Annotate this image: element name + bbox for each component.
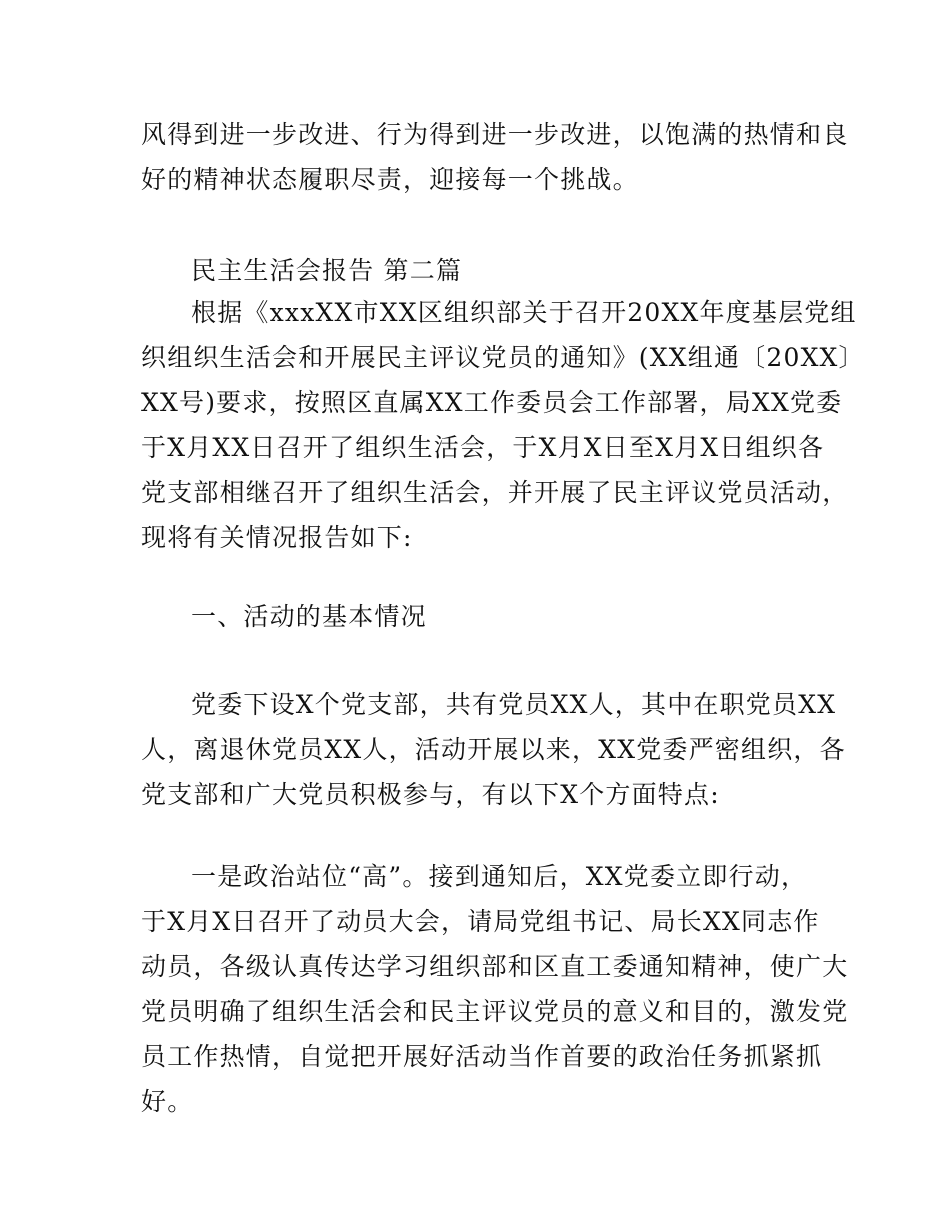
text-line: 织组织生活会和开展民主评议党员的通知》(XX组通〔20XX〕	[141, 343, 865, 372]
heading-text: 一、活动的基本情况	[191, 602, 427, 631]
text-line: 好。	[141, 1087, 194, 1116]
text-line: 动员，各级认真传达学习组织部和区直工委通知精神，使广大	[141, 952, 849, 981]
text-line: 于X月XX日召开了组织生活会，于X月X日至X月X日组织各	[141, 433, 825, 462]
section-title-text: 民主生活会报告 第二篇	[191, 256, 463, 285]
text-line: 党支部相继召开了组织生活会，并开展了民主评议党员活动，	[141, 478, 849, 507]
intro-paragraph	[141, 290, 865, 560]
text-line: 党员明确了组织生活会和民主评议党员的意义和目的，激发党	[141, 997, 849, 1026]
political-stance-paragraph	[141, 854, 849, 1124]
party-committee-paragraph	[141, 682, 846, 817]
text-line: 人，离退休党员XX人，活动开展以来，XX党委严密组织，各	[141, 735, 846, 764]
text-line: 党支部和广大党员积极参与，有以下X个方面特点:	[141, 780, 720, 809]
heading-activity-overview	[191, 594, 863, 639]
text-line: 现将有关情况报告如下:	[141, 523, 413, 552]
text-line: 于X月X日召开了动员大会，请局党组书记、局长XX同志作	[141, 907, 820, 936]
text-line: XX号)要求，按照区直属XX工作委员会工作部署，局XX党委	[141, 388, 843, 417]
continuation-paragraph	[141, 112, 849, 202]
text-line: 好的精神状态履职尽责，迎接每一个挑战。	[141, 165, 639, 194]
section-title	[191, 248, 863, 293]
text-line: 一是政治站位“高”。接到通知后，XX党委立即行动，	[191, 862, 808, 891]
text-line: 员工作热情，自觉把开展好活动当作首要的政治任务抓紧抓	[141, 1042, 823, 1071]
text-line: 根据《xxxXX市XX区组织部关于召开20XX年度基层党组	[191, 298, 857, 327]
text-line: 党委下设X个党支部，共有党员XX人，其中在职党员XX	[191, 690, 837, 719]
text-line: 风得到进一步改进、行为得到进一步改进，以饱满的热情和良	[141, 120, 849, 149]
